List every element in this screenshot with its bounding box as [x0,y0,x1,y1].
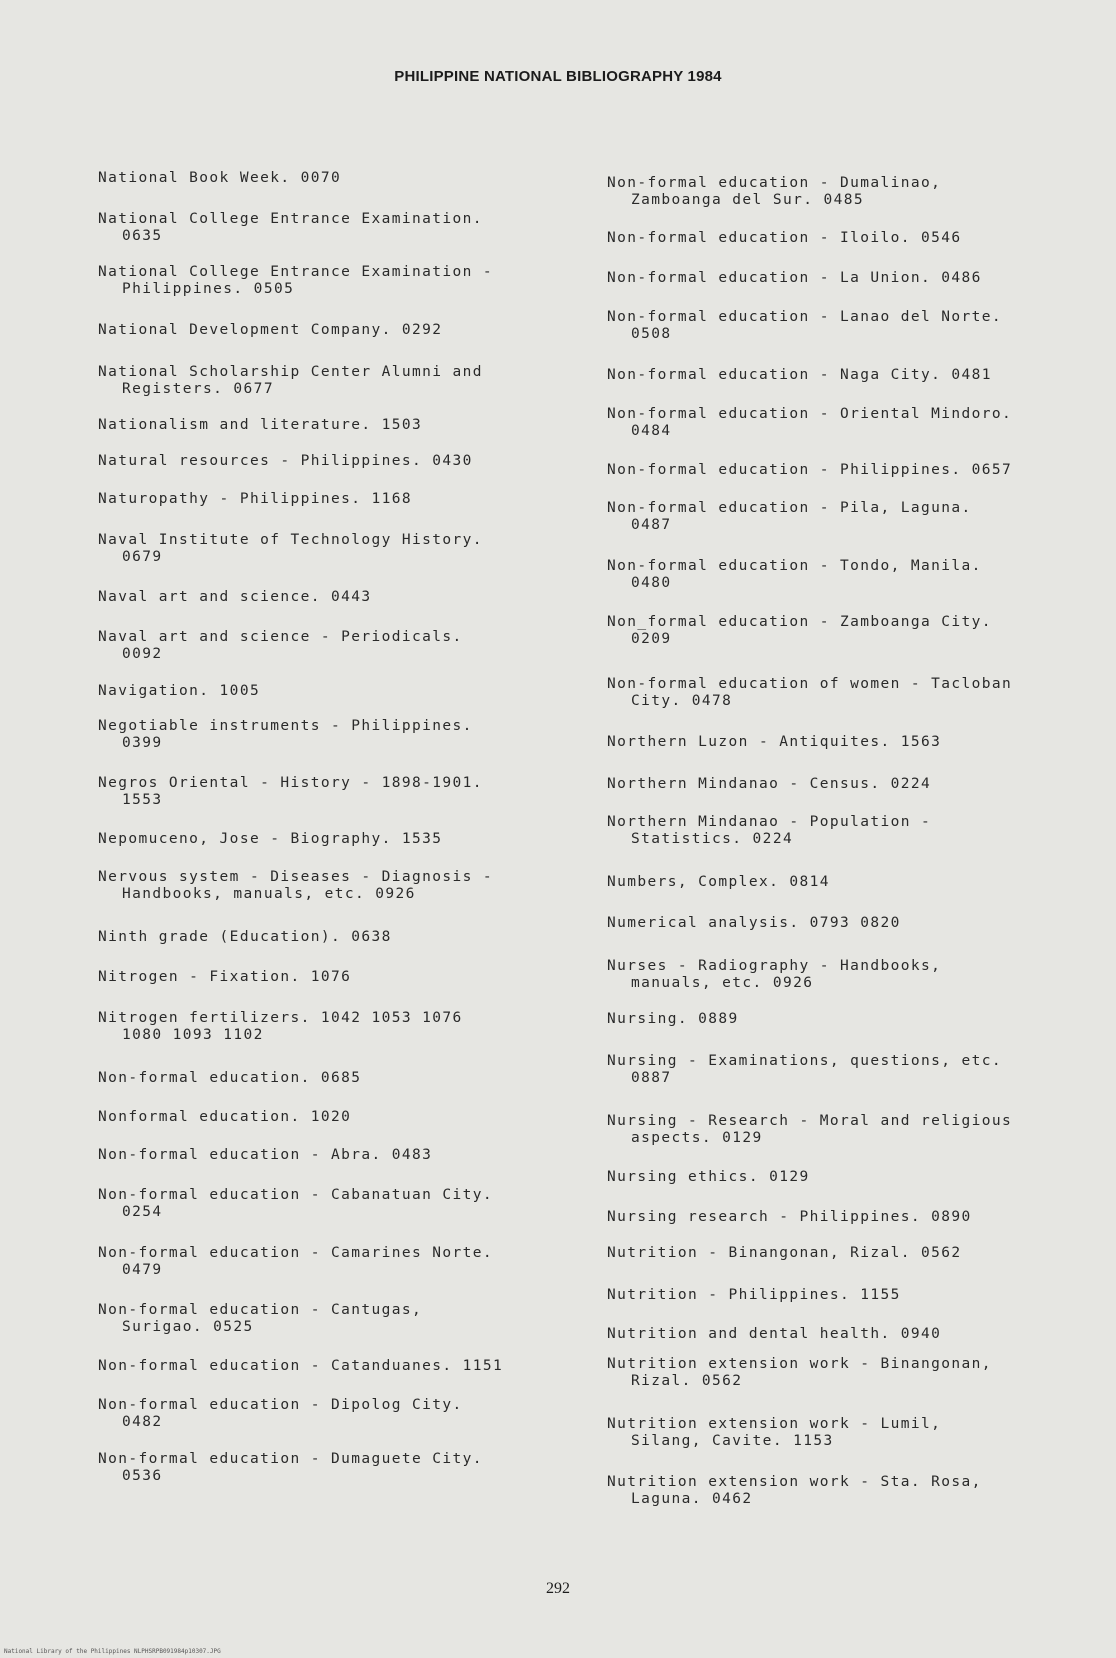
entry-heading: Nitrogen fertilizers. 1042 1053 1076 [98,1010,463,1026]
index-entry [607,406,1012,440]
entry-continuation: City. 0478 [631,693,733,709]
entry-continuation: 0487 [631,517,672,533]
index-entry [607,1416,941,1450]
entry-heading: Negotiable instruments - Philippines. [98,718,473,734]
entry-heading: Nationalism and literature. 1503 [98,417,423,433]
entry-continuation: 0254 [122,1204,163,1220]
index-entry [607,270,982,287]
index-entry [607,1011,739,1028]
index-entry [607,734,941,751]
entry-heading: Nutrition - Binangonan, Rizal. 0562 [607,1245,962,1261]
entry-continuation: manuals, etc. 0926 [631,975,814,991]
entry-heading: Naval art and science. 0443 [98,589,372,605]
index-entry [607,1287,901,1304]
entry-heading: Non-formal education - Dumaguete City. [98,1451,483,1467]
entry-continuation: 0635 [122,228,163,244]
entry-continuation: Silang, Cavite. 1153 [631,1433,834,1449]
index-entry [607,462,1012,479]
entry-heading: Nutrition extension work - Sta. Rosa, [607,1474,982,1490]
entry-continuation: Statistics. 0224 [631,831,794,847]
entry-continuation: aspects. 0129 [631,1130,763,1146]
index-entry [607,776,931,793]
entry-heading: Non-formal education - Oriental Mindoro. [607,406,1013,422]
entry-heading: Nervous system - Diseases - Diagnosis - [98,869,494,885]
entry-heading: Nutrition extension work - Lumil, [607,1416,942,1432]
entry-heading: Northern Mindanao - Population - [607,814,932,830]
entry-heading: Navigation. 1005 [98,683,261,699]
index-entry [607,614,992,648]
entry-continuation: 1080 1093 1102 [122,1027,264,1043]
index-entry [607,1169,810,1186]
entry-continuation: 0479 [122,1262,163,1278]
entry-heading: Nursing - Research - Moral and religious [607,1113,1013,1129]
entry-continuation: Zamboanga del Sur. 0485 [631,192,864,208]
index-entry [607,1326,941,1343]
entry-continuation: Surigao. 0525 [122,1319,254,1335]
entry-heading: Non-formal education - Philippines. 0657 [607,462,1013,478]
entry-continuation: 0887 [631,1070,672,1086]
entry-continuation: Rizal. 0562 [631,1373,743,1389]
entry-continuation: Registers. 0677 [122,381,274,397]
entry-heading: Non-formal education - Naga City. 0481 [607,367,992,383]
index-entry [607,1113,1012,1147]
entry-continuation: 0508 [631,326,672,342]
entry-continuation: 0209 [631,631,672,647]
entry-heading: Non-formal education - Iloilo. 0546 [607,230,962,246]
entry-continuation: 0679 [122,549,163,565]
index-entry [607,1356,992,1390]
entry-heading: Non-formal education of women - Tacloban [607,676,1013,692]
index-entry [607,558,982,592]
entry-continuation: 0484 [631,423,672,439]
entry-heading: Non-formal education - Cabanatuan City. [98,1187,494,1203]
entry-heading: National Book Week. 0070 [98,170,342,186]
entry-heading: National College Entrance Examination. [98,211,483,227]
entry-heading: National Development Company. 0292 [98,322,443,338]
entry-continuation: Philippines. 0505 [122,281,295,297]
footer-note: National Library of the Philippines NLPHSRPB091984p10307.JPG [4,1648,221,1655]
entry-heading: National College Entrance Examination - [98,264,494,280]
entry-heading: Ninth grade (Education). 0638 [98,929,392,945]
index-entry [607,1474,982,1508]
index-entry [607,874,830,891]
index-entry [607,958,941,992]
entry-heading: Non-formal education - Cantugas, [98,1302,423,1318]
entry-continuation: 0480 [631,575,672,591]
index-entry [607,1209,972,1226]
index-entry [607,1053,1002,1087]
entry-heading: Naval art and science - Periodicals. [98,629,463,645]
entry-heading: Non-formal education - Tondo, Manila. [607,558,982,574]
entry-heading: Non_formal education - Zamboanga City. [607,614,992,630]
entry-continuation: Handbooks, manuals, etc. 0926 [122,886,416,902]
entry-heading: Nursing. 0889 [607,1011,739,1027]
entry-heading: Non-formal education. 0685 [98,1070,362,1086]
entry-heading: Nursing research - Philippines. 0890 [607,1209,972,1225]
index-entry [607,500,972,534]
entry-heading: Nursing - Examinations, questions, etc. [607,1053,1003,1069]
entry-heading: Non-formal education - La Union. 0486 [607,270,982,286]
entry-heading: Naturopathy - Philippines. 1168 [98,491,413,507]
entry-heading: Non-formal education - Pila, Laguna. [607,500,972,516]
index-entry [607,1245,962,1262]
entry-heading: Non-formal education - Lanao del Norte. [607,309,1003,325]
entry-heading: Northern Mindanao - Census. 0224 [607,776,932,792]
entry-heading: Non-formal education - Catanduanes. 1151 [98,1358,504,1374]
entry-heading: Nonformal education. 1020 [98,1109,352,1125]
entry-heading: Nurses - Radiography - Handbooks, [607,958,942,974]
entry-heading: Nursing ethics. 0129 [607,1169,810,1185]
entry-heading: Nutrition - Philippines. 1155 [607,1287,901,1303]
entry-continuation: 0536 [122,1468,163,1484]
entry-heading: Northern Luzon - Antiquites. 1563 [607,734,942,750]
index-entry [607,814,931,848]
entry-heading: Non-formal education - Camarines Norte. [98,1245,494,1261]
index-entry [607,367,992,384]
entry-heading: Nepomuceno, Jose - Biography. 1535 [98,831,443,847]
entry-heading: Numbers, Complex. 0814 [607,874,830,890]
entry-continuation: Laguna. 0462 [631,1491,753,1507]
running-head: PHILIPPINE NATIONAL BIBLIOGRAPHY 1984 [394,68,722,85]
index-entry [607,175,941,209]
entry-heading: National Scholarship Center Alumni and [98,364,483,380]
entry-heading: Naval Institute of Technology History. [98,532,483,548]
entry-heading: Non-formal education - Abra. 0483 [98,1147,433,1163]
entry-continuation: 0092 [122,646,163,662]
index-entry [607,230,962,247]
entry-heading: Natural resources - Philippines. 0430 [98,453,473,469]
entry-heading: Nitrogen - Fixation. 1076 [98,969,352,985]
entry-heading: Negros Oriental - History - 1898-1901. [98,775,483,791]
index-entry [607,915,901,932]
index-entry [607,676,1012,710]
entry-heading: Non-formal education - Dipolog City. [98,1397,463,1413]
entry-continuation: 0482 [122,1414,163,1430]
entry-heading: Non-formal education - Dumalinao, [607,175,942,191]
entry-heading: Nutrition extension work - Binangonan, [607,1356,992,1372]
entry-heading: Numerical analysis. 0793 0820 [607,915,901,931]
entry-heading: Nutrition and dental health. 0940 [607,1326,942,1342]
entry-continuation: 0399 [122,735,163,751]
index-entry [607,309,1002,343]
entry-continuation: 1553 [122,792,163,808]
page-number: 292 [546,1580,570,1597]
